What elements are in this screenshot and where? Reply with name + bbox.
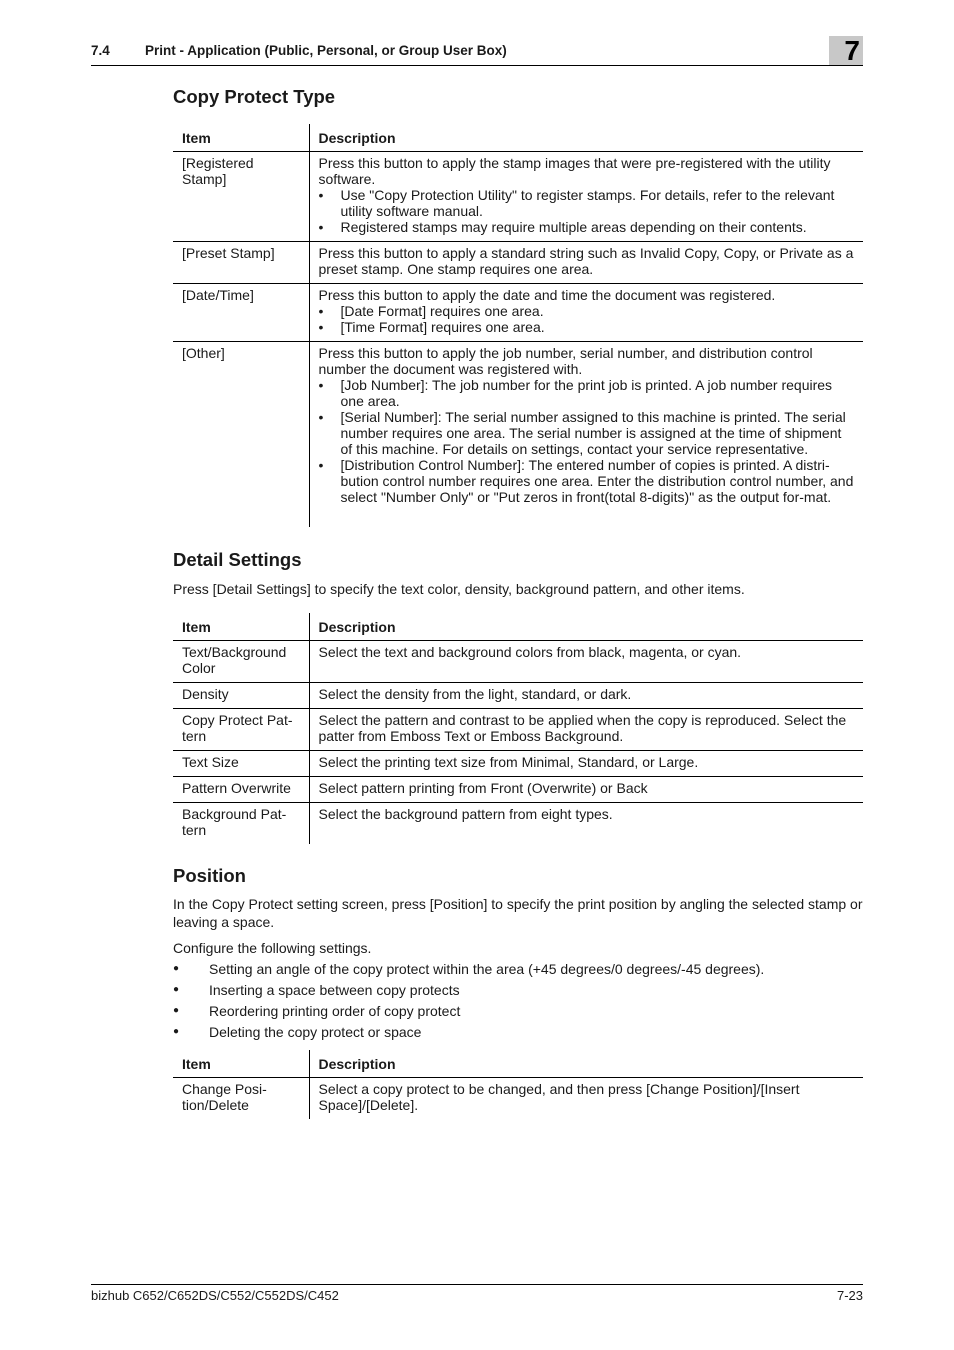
chapter-number: 7	[844, 35, 860, 66]
item-cell: Change Posi-tion/Delete	[173, 1078, 309, 1120]
table-row	[173, 709, 863, 751]
table-row	[173, 751, 863, 777]
table-row	[173, 342, 863, 527]
column-header-description: Description	[309, 613, 863, 641]
section-title: Print - Application (Public, Personal, or Group User Box)	[145, 43, 507, 58]
chapter-badge	[829, 36, 863, 65]
table-row	[173, 242, 863, 284]
section-number: 7.4	[91, 43, 110, 58]
table-row	[173, 152, 863, 242]
column-header-item: Item	[173, 1050, 309, 1078]
list-item: ● Setting an angle of the copy protect within the area (+45 degrees/0 degrees/-45 degrees).	[173, 960, 764, 981]
copy-protect-type-table	[173, 124, 863, 527]
description-cell: Select the printing text size from Minimal, Standard, or Large.	[309, 751, 863, 777]
item-cell: Density	[173, 683, 309, 709]
description-cell: Select the pattern and contrast to be applied when the copy is reproduced. Select the patter from Emboss Text or Emboss Background.	[309, 709, 863, 751]
item-cell: Text/Background Color	[173, 641, 309, 683]
column-header-item: Item	[173, 124, 309, 152]
description-cell	[309, 152, 863, 242]
description-cell: Select the text and background colors from black, magenta, or cyan.	[309, 641, 863, 683]
description-text: Press this button to apply the date and time the document was registered.	[318, 287, 776, 303]
item-cell: Pattern Overwrite	[173, 777, 309, 803]
column-header-description: Description	[309, 1050, 863, 1078]
description-cell: Select the background pattern from eight types.	[318, 806, 613, 822]
product-model: bizhub C652/C652DS/C552/C552DS/C452	[91, 1288, 339, 1303]
item-cell: Copy Protect Pat-tern	[173, 709, 309, 751]
description-cell: Select pattern printing from Front (Overwrite) or Back	[309, 777, 863, 803]
table-header-row	[173, 124, 863, 152]
list-item: • [Time Format] requires one area.	[319, 319, 856, 335]
column-header-description: Description	[309, 124, 863, 152]
list-item: • Use "Copy Protection Utility" to register stamps. For details, refer to the relevant utility software manual.	[319, 187, 856, 219]
page-number: 7-23	[836, 1288, 863, 1303]
description-cell	[309, 284, 863, 342]
item-cell: [Date/Time]	[173, 284, 309, 342]
position-table	[173, 1050, 863, 1119]
table-row	[173, 1078, 863, 1120]
detail-settings-table	[173, 613, 863, 844]
page-footer	[91, 1284, 863, 1303]
table-header-row	[173, 1050, 863, 1078]
description-cell: Select the density from the light, standard, or dark.	[309, 683, 863, 709]
list-item: • [Distribution Control Number]: The entered number of copies is printed. A distri-bution control number requires one area. Enter the distribution control number, and select "Number Only" or "Put zeros in front(total 8-digits)" as the output for-mat.	[319, 457, 856, 505]
list-item: • [Date Format] requires one area.	[319, 303, 856, 319]
item-cell: Text Size	[173, 751, 309, 777]
list-item: • [Job Number]: The job number for the print job is printed. A job number requires one area.	[319, 377, 856, 409]
description-cell: Select a copy protect to be changed, and then press [Change Position]/[Insert Space]/[Delete].	[318, 1081, 800, 1113]
detail-settings-intro: Press [Detail Settings] to specify the text color, density, background pattern, and other items.	[173, 581, 745, 597]
list-item: • [Serial Number]: The serial number assigned to this machine is printed. The serial number requires one area. The serial number is assigned at the time of shipment of this machine. For details on settings, contact your service representative.	[319, 409, 856, 457]
description-cell: Press this button to apply a standard string such as Invalid Copy, Copy, or Private as a preset stamp. One stamp requires one area.	[309, 242, 863, 284]
table-row	[173, 641, 863, 683]
list-item: ● Reordering printing order of copy protect	[173, 1002, 764, 1023]
detail-settings-heading: Detail Settings	[173, 549, 302, 570]
bullet-list	[319, 187, 856, 235]
bullet-list	[319, 377, 856, 505]
description-cell	[309, 342, 863, 527]
column-header-item: Item	[173, 613, 309, 641]
description-text: Press this button to apply the stamp images that were pre-registered with the utility software.	[318, 155, 831, 187]
copy-protect-type-heading: Copy Protect Type	[173, 86, 336, 107]
table-row	[173, 803, 863, 845]
position-heading: Position	[173, 865, 246, 886]
table-row	[173, 683, 863, 709]
position-bullet-list	[173, 960, 764, 1044]
item-cell: Background Pat-tern	[173, 803, 309, 845]
description-text: Press this button to apply the job number, serial number, and distribution control number the document was registered with.	[318, 345, 813, 377]
table-row	[173, 777, 863, 803]
list-item: ● Deleting the copy protect or space	[173, 1023, 764, 1044]
item-cell: [Registered Stamp]	[173, 152, 309, 242]
position-intro: In the Copy Protect setting screen, press [Position] to specify the print position by angling the selected stamp or leaving a space.	[173, 896, 863, 930]
page-header	[91, 35, 863, 66]
table-row	[173, 284, 863, 342]
list-item: ● Inserting a space between copy protects	[173, 981, 764, 1002]
table-header-row	[173, 613, 863, 641]
item-cell: [Other]	[173, 342, 309, 527]
position-configure-text: Configure the following settings.	[173, 940, 372, 956]
item-cell: [Preset Stamp]	[173, 242, 309, 284]
list-item: • Registered stamps may require multiple areas depending on their contents.	[319, 219, 856, 235]
bullet-list	[319, 303, 856, 335]
